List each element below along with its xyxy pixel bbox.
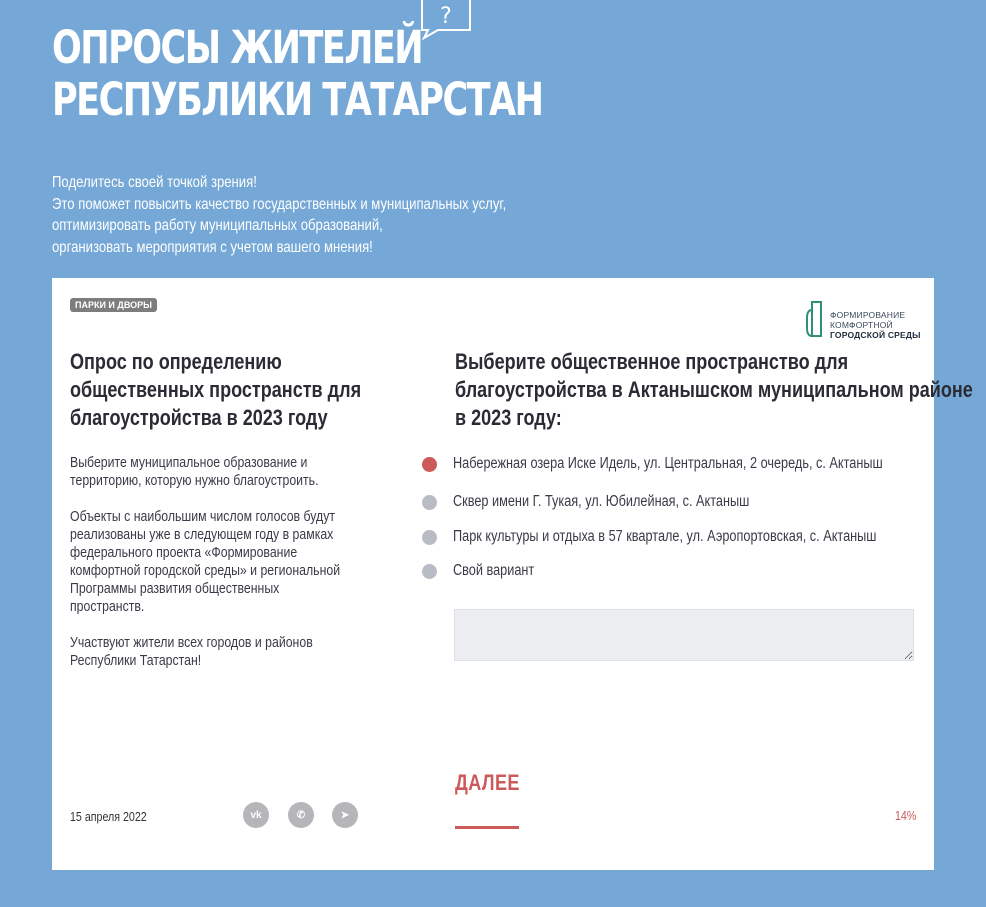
description-line: Выберите муниципальное образование и	[70, 454, 308, 471]
intro-line: Это поможет повысить качество государственных и муниципальных услуг,	[52, 195, 507, 213]
option-radio[interactable]	[422, 492, 814, 512]
survey-title-line: Опрос по определению	[70, 349, 282, 374]
whatsapp-icon[interactable]	[288, 802, 314, 828]
whatsapp-glyph: ✆	[296, 809, 306, 821]
question-title-line: благоустройства в Актанышском муниципальном районе	[455, 377, 973, 402]
radio-icon[interactable]	[422, 530, 437, 545]
telegram-icon[interactable]	[332, 802, 358, 828]
vk-glyph: vk	[250, 809, 262, 821]
description-line: территорию, которую нужно благоустроить.	[70, 472, 319, 489]
radio-icon[interactable]	[422, 564, 437, 579]
description-paragraph	[70, 634, 365, 670]
description-line: Объекты с наибольшим числом голосов будут	[70, 508, 335, 525]
intro-line: оптимизировать работу муниципальных образований,	[52, 217, 383, 234]
page-title-line: ОПРОСЫ ЖИТЕЛЕЙ	[52, 21, 423, 74]
description-line: пространств.	[70, 598, 145, 615]
intro-text	[52, 172, 506, 258]
logo-line: КОМФОРТНОЙ	[830, 320, 893, 330]
vk-icon[interactable]	[243, 802, 269, 828]
description-paragraph	[70, 508, 365, 616]
description-line: комфортной городской среды» и региональной	[70, 562, 341, 579]
page-title-line: РЕСПУБЛИКИ ТАТАРСТАН	[52, 73, 543, 126]
description-line: Участвуют жители всех городов и районов	[70, 634, 313, 651]
question-title	[455, 348, 973, 432]
survey-description	[70, 454, 365, 688]
progress-underline	[455, 826, 519, 829]
question-title-line: Выберите общественное пространство для	[455, 349, 849, 374]
logo-line: ФОРМИРОВАНИЕ	[830, 310, 906, 320]
category-tag[interactable]: ПАРКИ И ДВОРЫ	[70, 298, 157, 312]
option-label[interactable]: Сквер имени Г. Тукая, ул. Юбилейная, с. Актаныш	[453, 493, 750, 510]
progress-percent: 14%	[895, 808, 917, 823]
description-line: Республики Татарстан!	[70, 652, 202, 669]
option-label[interactable]: Набережная озера Иске Идель, ул. Центральная, 2 очередь, с. Актаныш	[453, 455, 883, 472]
survey-card	[52, 278, 973, 870]
description-line: реализованы уже в следующем году в рамках	[70, 526, 334, 543]
telegram-glyph: ➤	[340, 809, 350, 821]
survey-title	[70, 348, 382, 432]
radio-selected-icon[interactable]	[422, 457, 437, 472]
option-radio[interactable]	[422, 454, 977, 474]
intro-line: Поделитесь своей точкой зрения!	[52, 174, 257, 191]
description-paragraph	[70, 454, 365, 490]
question-title-line: в 2023 году:	[455, 405, 562, 430]
next-button[interactable]: ДАЛЕЕ	[455, 770, 520, 795]
option-radio[interactable]	[422, 527, 969, 547]
description-line: федерального проекта «Формирование	[70, 544, 298, 561]
survey-title-line: общественных пространств для	[70, 377, 362, 402]
logo-line: ГОРОДСКОЙ СРЕДЫ	[830, 330, 921, 340]
option-radio[interactable]	[422, 561, 552, 581]
other-option-textarea[interactable]	[454, 609, 914, 661]
radio-icon[interactable]	[422, 495, 437, 510]
option-label[interactable]: Свой вариант	[453, 562, 535, 579]
bubble-question-mark: ?	[440, 4, 452, 29]
intro-line: организовать мероприятия с учетом вашего мнения!	[52, 238, 373, 256]
program-logo	[804, 300, 924, 342]
building-logo-icon	[804, 300, 828, 340]
description-line: Программы развития общественных	[70, 580, 280, 597]
survey-title-line: благоустройства в 2023 году	[70, 405, 328, 430]
publish-date: 15 апреля 2022	[70, 809, 147, 824]
option-label[interactable]: Парк культуры и отдыха в 57 квартале, ул. Аэропортовская, с. Актаныш	[453, 528, 877, 545]
speech-bubble-question-icon	[418, 0, 474, 40]
